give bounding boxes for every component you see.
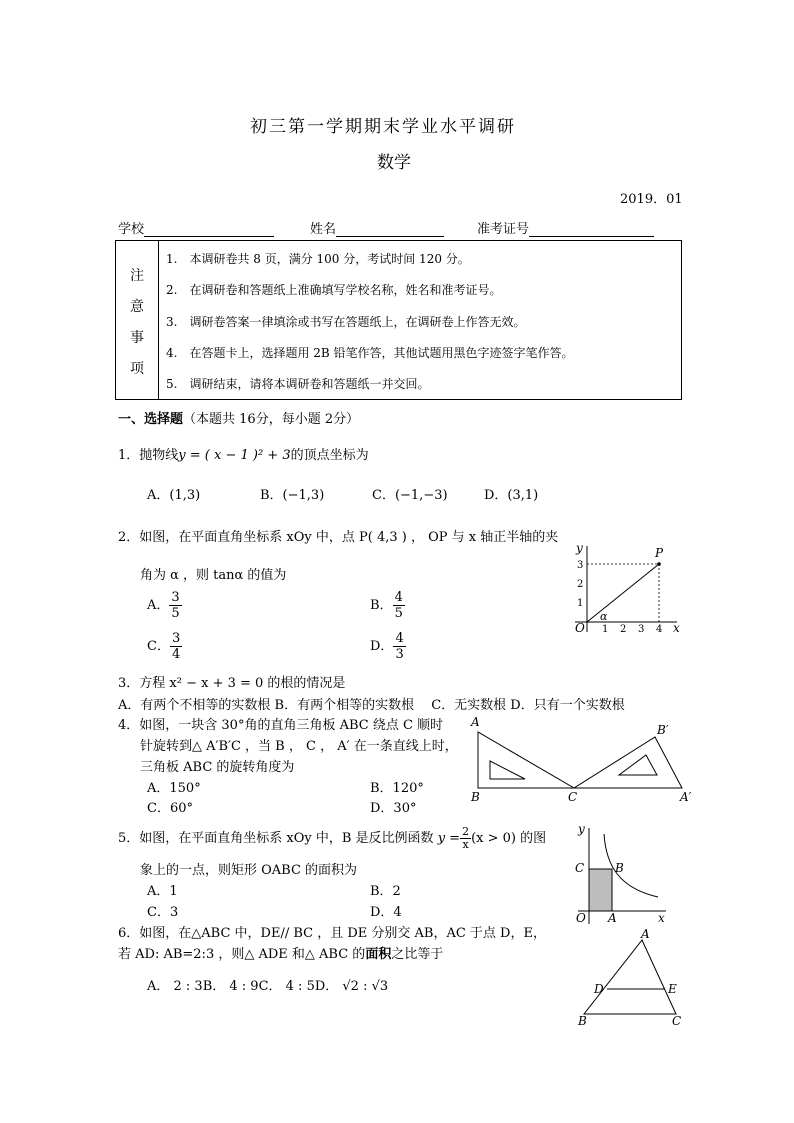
question-5-line-2: 象上的一点，则矩形 OABC 的面积为: [140, 863, 358, 878]
option-letter: D．: [370, 639, 394, 654]
label-a: A: [641, 927, 650, 941]
q4-option: D．30°: [370, 801, 417, 816]
notice-side-char: 事: [130, 330, 144, 346]
option-letter: A．: [147, 598, 170, 613]
q2-coordinate-figure: [565, 540, 685, 635]
notice-side-char: 项: [130, 361, 144, 377]
fraction: [393, 631, 405, 662]
question-4-line-3: 三角板 ABC 的旋转角度为: [140, 760, 295, 775]
option-letter: B．: [370, 598, 393, 613]
label-a: A: [608, 911, 617, 925]
question-6-line-2: [118, 943, 443, 962]
q6-stem-a: 若 AD: AB=2:3 ，则△ ADE 和△ ABC 的: [118, 947, 366, 962]
numerator: 4: [394, 590, 403, 605]
id-field: [477, 218, 654, 237]
denominator: x: [462, 838, 469, 851]
q5-stem-b: (x > 0) 的图: [471, 831, 547, 846]
question-2-stem: 2．如图，在平面直角坐标系 xOy 中，点 P( 4,3 ) ， OP 与 x 轴正半轴的夹: [118, 530, 559, 545]
fraction: [170, 631, 182, 662]
question-5-line-1: [118, 826, 546, 851]
origin-label: O: [575, 621, 585, 635]
triangle-a2b2c-inner: [619, 755, 657, 775]
y-tick-label: 3: [577, 560, 584, 571]
segment-op: [587, 564, 659, 622]
q5-hyperbola-figure: [568, 820, 672, 930]
school-label: 学校: [118, 222, 145, 237]
school-field: [118, 218, 274, 237]
q6-stem-bold: 面积: [365, 947, 392, 962]
section-note: （本题共 16分，每小题 2分）: [183, 412, 360, 427]
question-2-stem-2: 角为 α ，则 tanα 的值为: [140, 568, 287, 583]
exam-date: 2019．01: [620, 192, 683, 207]
notice-item: 2. 在调研卷和答题纸上准确填写学校名称，姓名和准考证号。: [166, 283, 502, 297]
q1-option: B．(−1,3): [260, 488, 325, 503]
notice-side: [116, 241, 159, 399]
x-tick-label: 4: [656, 624, 663, 635]
numerator: 3: [171, 631, 181, 646]
q4-triangles-figure: [468, 712, 698, 806]
denominator: 5: [394, 606, 403, 621]
question-4-line-1: 4．如图，一块含 30°角的直角三角板 ABC 绕点 C 顺时: [118, 718, 444, 733]
q2-option-d: [370, 631, 406, 662]
q4-option: C．60°: [147, 801, 193, 816]
x-tick-label: 1: [602, 624, 609, 635]
label-a-prime: A′: [680, 790, 692, 804]
q4-option: A．150°: [147, 781, 201, 796]
x-axis-label: x: [673, 621, 680, 635]
q1-option: D．(3,1): [484, 488, 539, 503]
q5-option: B．2: [370, 884, 401, 899]
q1-stem-b: 的顶点坐标为: [290, 448, 369, 463]
point-p-label: P: [655, 546, 664, 560]
q5-y-equals: y =: [437, 831, 461, 846]
notice-side-char: 意: [130, 299, 144, 315]
label-b: B: [578, 1014, 587, 1028]
numerator: 3: [171, 590, 180, 605]
denominator: 5: [171, 606, 180, 621]
y-tick-label: 1: [577, 598, 584, 609]
numerator: 2: [462, 825, 470, 838]
denominator: 4: [171, 647, 181, 662]
triangle-abc: [584, 940, 676, 1014]
q1-formula: y = ( x − 1 )² + 3: [178, 448, 291, 463]
label-d: D: [594, 982, 604, 996]
notice-item: 4. 在答题卡上，选择题用 2B 铅笔作答，其他试题用黑色字迹签字笔作答。: [166, 346, 574, 360]
origin-label: O: [576, 911, 586, 925]
option-letter: C．: [147, 639, 170, 654]
q2-option-a: [147, 590, 182, 621]
question-4-line-2: 针旋转到△ A′B′C ，当 B ， C ， A′ 在一条直线上时，: [140, 739, 458, 754]
label-b: B: [471, 790, 480, 804]
x-tick-label: 2: [620, 624, 627, 635]
question-1-stem: [118, 444, 369, 463]
q5-stem-a: 5．如图，在平面直角坐标系 xOy 中，B 是反比例函数: [118, 831, 434, 846]
triangle-abc-inner: [490, 761, 525, 779]
q2-option-c: [147, 631, 182, 662]
name-label: 姓名: [310, 222, 337, 237]
question-3-stem: 3．方程 x² − x + 3 = 0 的根的情况是: [118, 676, 346, 691]
q5-fraction: [460, 826, 471, 851]
triangle-abc: [478, 732, 574, 788]
q5-option: A．1: [147, 884, 178, 899]
angle-alpha-label: α: [600, 610, 608, 623]
notice-item: 1. 本调研卷共 8 页，满分 100 分，考试时间 120 分。: [166, 252, 470, 266]
notice-item: 3. 调研卷答案一律填涂或书写在答题纸上，在调研卷上作答无效。: [166, 315, 526, 329]
id-blank: [529, 222, 654, 237]
q1-option: A．(1,3): [147, 488, 201, 503]
name-blank: [336, 222, 444, 237]
label-c: C: [575, 861, 585, 875]
rectangle-oabc: [589, 869, 612, 911]
section-title: 一、选择题: [118, 412, 184, 427]
notice-box: [115, 240, 682, 400]
q5-option: D．4: [370, 905, 402, 920]
q1-option: C．(−1,−3): [372, 488, 448, 503]
fraction: [169, 590, 181, 621]
section-heading: [118, 408, 359, 427]
q1-stem-a: 1．抛物线: [118, 448, 179, 463]
question-6-line-1: 6．如图，在△ABC 中，DE// BC ，且 DE 分别交 AB，AC 于点 D，E，: [118, 926, 546, 941]
x-tick-label: 3: [638, 624, 645, 635]
point-p: [657, 562, 661, 566]
question-3-options: A．有两个不相等的实数根 B．有两个相等的实数根 C．无实数根 D．只有一个实数根: [118, 698, 625, 713]
y-tick-label: 2: [577, 579, 584, 590]
question-6-options: A． 2 : 3B． 4 : 9C． 4 : 5D． √2 : √3: [147, 979, 389, 994]
id-label: 准考证号: [477, 222, 530, 237]
notice-side-char: 注: [130, 268, 144, 284]
denominator: 3: [395, 647, 404, 662]
label-e: E: [668, 982, 677, 996]
q6-triangle-figure: [570, 926, 692, 1030]
label-a: A: [471, 715, 480, 729]
exam-title: 初三第一学期期末学业水平调研: [250, 117, 516, 137]
name-field: [310, 218, 444, 237]
fraction: [393, 590, 405, 621]
label-b: B: [615, 861, 624, 875]
q6-stem-c: 之比等于: [391, 947, 444, 962]
y-axis-label: y: [578, 822, 585, 836]
subject-title: 数学: [377, 153, 411, 173]
q2-option-b: [370, 590, 405, 621]
label-c: C: [568, 790, 578, 804]
q4-option: B．120°: [370, 781, 424, 796]
notice-item: 5. 调研结束，请将本调研卷和答题纸一并交回。: [166, 377, 430, 391]
q5-option: C．3: [147, 905, 179, 920]
x-axis-label: x: [658, 911, 665, 925]
numerator: 4: [395, 631, 404, 646]
label-c: C: [672, 1014, 682, 1028]
school-blank: [144, 222, 274, 237]
y-axis-label: y: [576, 541, 583, 555]
label-b-prime: B′: [657, 723, 669, 737]
triangle-a2b2c: [574, 737, 682, 788]
